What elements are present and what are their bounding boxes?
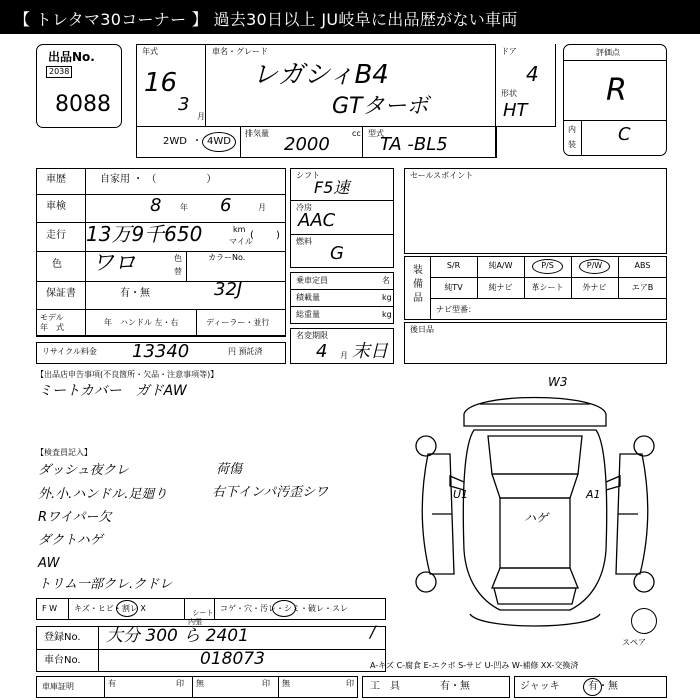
door-value: 4 (526, 62, 539, 86)
certificate-mark-2: 印 (262, 679, 270, 688)
ac-value: AAC (298, 210, 336, 231)
door-label: ドア (501, 47, 517, 56)
equip-navi: 純ナビ (488, 283, 513, 292)
lot-code: 2038 (46, 66, 72, 78)
mileage-value: 13万9千650 (86, 222, 203, 246)
colorno-label: カラーNo. (208, 253, 246, 262)
equip-airbag: エアB (631, 283, 654, 292)
type-value: TA -BL5 (380, 134, 448, 155)
inspection-month-unit: 月 (258, 203, 266, 212)
fw-stain-circle (272, 600, 296, 617)
equip-pw: P/W (586, 261, 603, 270)
registration-value: 大分 300 ら 2401 (106, 626, 249, 646)
inspector-right-1: 荷傷 (216, 462, 243, 477)
model-year-unit: 年 (104, 318, 112, 327)
colorno-value: 32J (214, 279, 243, 300)
drive-sep: ・ (192, 136, 202, 147)
diagram-center-mark: ハゲ (524, 511, 549, 525)
recycle-label: リサイクル料金 (42, 347, 97, 356)
handle-option: ハンドル 左・右 (120, 318, 179, 327)
sales-point-label: セールスポイント (410, 171, 474, 180)
displacement-label: 排気量 (245, 129, 269, 138)
load-label: 積載量 (296, 293, 320, 302)
rating-label: 評価点 (596, 48, 620, 57)
color-change-2: 替 (174, 267, 182, 276)
warranty-value: 有・無 (120, 288, 150, 299)
tools-label: 工 具 (370, 681, 400, 692)
certificate-no: 無 (196, 679, 204, 688)
equip-tv: 純TV (444, 283, 463, 292)
certificate-yes: 有 (108, 679, 116, 688)
mileage-label: 走行 (46, 230, 66, 241)
shape-value: HT (503, 100, 528, 121)
model-label: 車名・グレード (212, 47, 268, 56)
later-box (404, 322, 667, 364)
model-grade: GTターボ (332, 94, 429, 119)
fw-label: F W (42, 604, 58, 613)
displacement-cc: cc (352, 129, 361, 138)
color-change-1: 色 (174, 254, 182, 263)
inspector-line-1: ダッシュ夜クレ (38, 463, 129, 478)
fw-sheet-label: シート 内張 (188, 609, 214, 626)
chassis-value: 018073 (200, 649, 265, 669)
load-unit: kg (382, 293, 392, 302)
inspector-line-4: ダクトハゲ (38, 533, 103, 548)
car-damage-diagram (410, 374, 668, 634)
displacement-value: 2000 (284, 134, 330, 155)
header-title: 【 トレタマ30コーナー 】 過去30日以上 JU岐阜に出品歴がない車両 (14, 10, 518, 29)
mileage-mile: マイル (229, 237, 253, 246)
jack-label: ジャッキ (520, 681, 560, 692)
year-month-unit: 月 (197, 112, 205, 121)
dealer-option: ディーラー・並行 (206, 318, 270, 327)
certificate-no-2: 無 (282, 679, 290, 688)
inspector-right-2: 右下インパ汚歪シワ (212, 485, 329, 500)
diagram-left-mark: U1 (453, 488, 469, 501)
lot-label: 出品No. (48, 50, 95, 64)
color-value: ワロ (92, 251, 137, 276)
inspection-year: 8 (150, 195, 162, 216)
gross-unit: kg (382, 310, 392, 319)
diagram-right-mark: A1 (586, 488, 601, 501)
registration-label: 登録No. (44, 632, 81, 643)
equip-sr: S/R (446, 261, 461, 270)
mileage-paren-open: ( (250, 230, 254, 241)
deadline-label: 名変期限 (296, 331, 328, 340)
shift-value: F5速 (314, 178, 350, 197)
equip-ps: P/S (541, 261, 554, 270)
model-name: レガシィB4 (252, 60, 389, 90)
fuel-label: 燃料 (296, 237, 312, 246)
tools-value: 有・無 (440, 681, 470, 692)
damage-legend: A-キズ C-腐食 E-エクボ S-サビ U-凹み W-補修 XX-交換済 (370, 661, 579, 670)
inspection-label: 車検 (46, 201, 66, 212)
certificate-label: 車庫証明 (42, 682, 74, 691)
fw-items-2: コゲ・穴・汚レ・シミ・破レ・スレ (220, 604, 348, 613)
deadline-suffix: 末日 (352, 341, 388, 362)
mileage-paren-close: ) (276, 230, 280, 241)
registration-slash: / (370, 622, 376, 641)
recycle-unit: 円 預託済 (228, 347, 263, 356)
defects-value: ミートカバー ガドAW (38, 383, 187, 399)
shift-label: シフト (296, 171, 320, 180)
color-label: 色 (52, 259, 62, 270)
passengers-unit: 名 (382, 276, 390, 285)
inspector-line-5: AW (38, 556, 60, 571)
history-value: 自家用 ・ （ ） (100, 174, 217, 185)
sales-point-box (404, 168, 667, 254)
deadline-month: 4 (316, 341, 328, 362)
interior-value: C (618, 124, 631, 145)
history-label: 車歴 (46, 174, 66, 185)
inspector-line-2: 外.小.ハンドル.足廻り (38, 487, 168, 502)
defects-label: 【出品店申告事項(不良箇所・欠品・注意事項等)】 (36, 370, 219, 379)
chassis-label: 車台No. (44, 655, 81, 666)
lot-number: 8088 (55, 92, 111, 117)
deadline-month-unit: 月 (340, 351, 348, 360)
certificate-mark-3: 印 (346, 679, 354, 688)
year-label: 年式 (142, 47, 158, 56)
fuel-value: G (330, 243, 344, 264)
recycle-value: 13340 (132, 341, 190, 362)
drive-2wd: 2WD (163, 136, 187, 147)
drive-4wd: 4WD (202, 132, 236, 152)
jack-yes-circle (583, 678, 602, 696)
inspector-line-6: トリム一部クレ.クドレ (38, 577, 173, 592)
diagram-spare-label: スペア (622, 638, 646, 647)
fw-hibi-circle (116, 600, 138, 617)
gross-label: 総重量 (296, 310, 320, 319)
year-value: 16 (144, 68, 178, 98)
fw-items: キズ・ヒビ・割レ X (74, 604, 146, 613)
equip-aw: 純A/W (488, 261, 513, 270)
equip-navi-model: ナビ型番： (436, 305, 476, 314)
type-label: 型式 (368, 129, 384, 138)
model-year-label-1: モデル (40, 313, 64, 322)
ac-label: 冷房 (296, 203, 312, 212)
equipment-label: 装備品 (413, 265, 423, 304)
year-month: 3 (178, 94, 190, 115)
interior-label-2: 装 (568, 140, 576, 149)
inspection-month: 6 (220, 195, 232, 216)
equip-ext-navi: 外ナビ (582, 283, 607, 292)
certificate-mark: 印 (176, 679, 184, 688)
shape-label: 形状 (501, 89, 517, 98)
model-year-label-2: 年 式 (40, 323, 64, 332)
mileage-km: km (233, 225, 246, 234)
interior-label-1: 内 (568, 125, 576, 134)
spare-tire-icon (631, 608, 657, 634)
inspection-year-unit: 年 (180, 203, 188, 212)
diagram-top-mark: W3 (548, 375, 568, 389)
inspector-line-3: Rワイパー欠 (38, 510, 112, 525)
rating-value: R (606, 73, 627, 108)
equip-leather: 革シート (531, 283, 564, 292)
later-label: 後日品 (410, 325, 434, 334)
inspector-label: 【検査員記入】 (36, 448, 92, 457)
warranty-label: 保証書 (46, 288, 76, 299)
equip-abs: ABS (634, 261, 651, 270)
passengers-label: 乗車定員 (296, 276, 328, 285)
jack-value: 有・無 (588, 681, 618, 692)
